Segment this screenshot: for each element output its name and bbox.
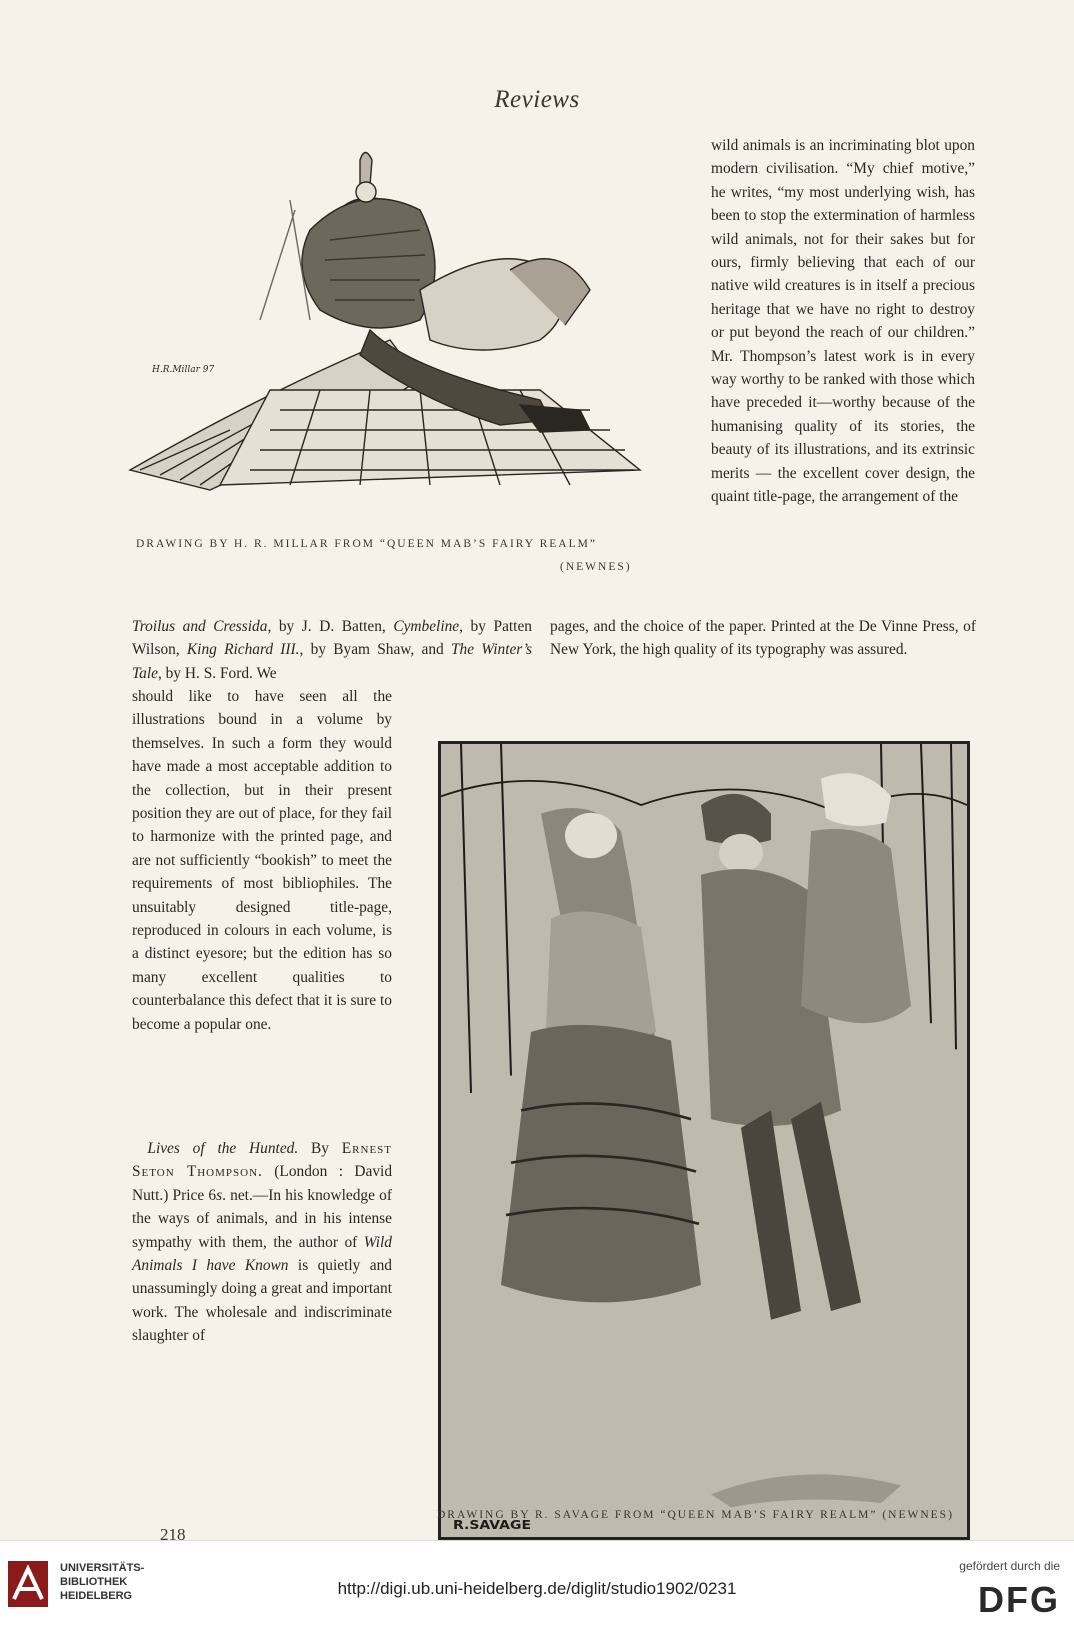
caption-millar: DRAWING BY H. R. MILLAR FROM “QUEEN MAB’S FAIRY REALM” <box>136 538 597 550</box>
shilling-abbrev: s <box>216 1186 223 1204</box>
title-king-richard: King Richard III. <box>186 641 300 659</box>
running-head: Reviews <box>494 86 580 113</box>
lives-of-the-hunted-review <box>132 1137 392 1348</box>
institution-line: BIBLIOTHEK <box>60 1576 128 1588</box>
svg-text:H.R.Millar 97: H.R.Millar 97 <box>152 365 215 375</box>
text-segment: , by Byam Shaw, and <box>299 641 451 659</box>
text-segment: . net.—In his knowledge of the ways of animals, and in his intense sympathy with them, the author of <box>132 1186 392 1251</box>
review-title: Lives of the Hunted. <box>147 1140 299 1157</box>
title-cymbeline: Cymbeline <box>393 618 460 635</box>
caption-millar-publisher: (NEWNES) <box>560 561 632 573</box>
savage-illustration <box>438 741 970 1540</box>
dfg-logo: DFG <box>978 1579 1060 1620</box>
text-segment: is quietly and unassumingly doing a great and important work. The wholesale and indiscriminate slaughter of <box>132 1257 392 1345</box>
permalink-url[interactable]: http://digi.ub.uni-heidelberg.de/diglit/studio1902/0231 <box>337 1579 737 1598</box>
institution-line: HEIDELBERG <box>60 1590 133 1602</box>
title-winters-tale: The Winter’s Tale <box>132 641 532 682</box>
title-troilus: Troilus and Cressida <box>132 618 268 635</box>
wide-right-text: pages, and the choice of the paper. Printed at the De Vinne Press, of New York, the high quality of its typography was assured. <box>550 618 976 659</box>
funded-by-label: gefördert durch die <box>959 1559 1060 1573</box>
text-segment: , by Patten Wilson, <box>132 618 532 659</box>
right-column-text <box>711 134 975 509</box>
savage-signature: R.SAVAGE <box>453 1518 532 1533</box>
digital-library-footer <box>0 1540 1074 1625</box>
text-segment: By <box>298 1140 342 1157</box>
text-segment: , by H. S. Ford. We <box>157 664 277 682</box>
wide-text-block <box>132 615 976 685</box>
page-number: 218 <box>160 1525 186 1544</box>
text-segment: , by J. D. Batten, <box>267 618 394 635</box>
caption-savage: DRAWING BY R. SAVAGE FROM “QUEEN MAB’S FAIRY REALM” (NEWNES) <box>437 1509 954 1521</box>
book-title: Wild Animals I have Known <box>132 1233 392 1275</box>
right-column-paragraph: wild animals is an incriminating blot upon modern civilisation. “My chief motive,” he writes, “my most underlying wish, has been to stop the extermination of harmless wild animals, not for their sakes but for ours, firmly believing that each of our native wild creatures is in itself a precious heritage that we have no right to destroy or put beyond the reach of our children.” Mr. Thompson’s latest work is in every way worthy to be ranked with those which have preceded it—worthy because of the humanising quality of its stories, the beauty of its illustrations, and its extrinsic merits — the excellent cover design, the quaint title-page, the arrangement of the <box>711 137 975 506</box>
left-column-text: should like to have seen all the illustrations bound in a volume by themselves. In such a form they would have made a most acceptable addition to the collection, but in their present position they are out of place, for they fail to harmonize with the printed page, and are not sufficiently “bookish” to meet the requirements of most bibliophiles. The unsuitably designed title-page, reproduced in colours in each volume, is a distinct eyesore; but the edition has so many excellent qualities to counterbalance this defect that it is sure to become a popular one. <box>132 688 392 1033</box>
review-paragraph <box>132 1137 392 1348</box>
review-author: Ernest Seton Thompson. <box>132 1140 393 1181</box>
wide-left-text <box>132 615 532 685</box>
institution-line: UNIVERSITÄTS- <box>60 1562 145 1574</box>
millar-illustration <box>120 140 660 525</box>
text-segment: (London : David Nutt.) Price 6 <box>132 1163 393 1204</box>
